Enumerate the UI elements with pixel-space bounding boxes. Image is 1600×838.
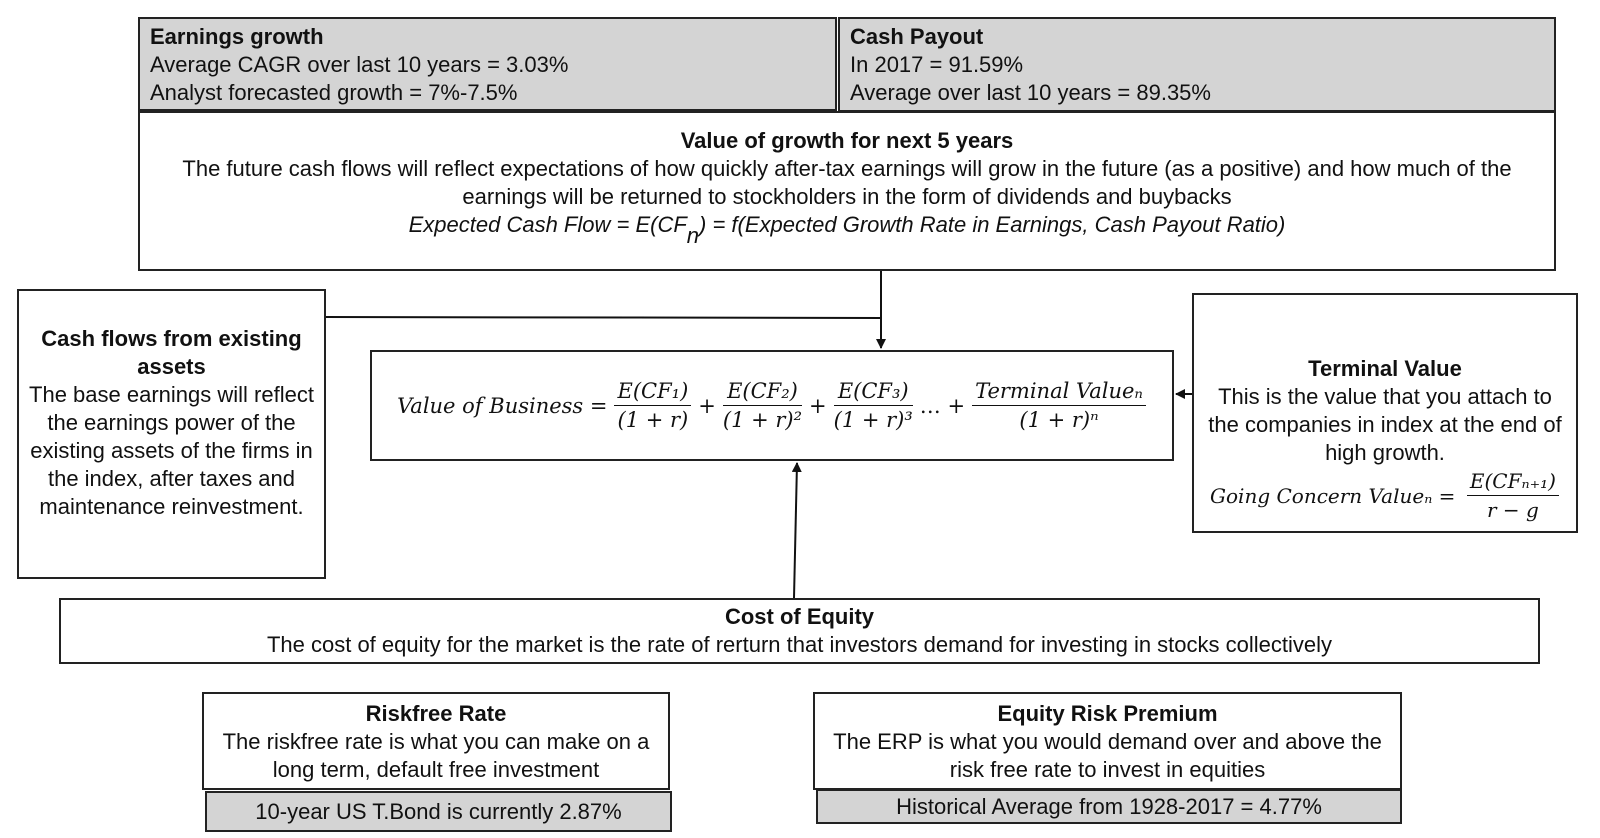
equity-risk-premium-value: Historical Average from 1928-2017 = 4.77%: [816, 789, 1402, 824]
cash-payout-2017: In 2017 = 91.59%: [850, 52, 1024, 77]
cost-of-equity-title: Cost of Equity: [724, 604, 875, 629]
terminal-value-denominator: (1 + r)ⁿ: [1019, 408, 1099, 432]
cf2-numerator: E(CF₂): [723, 379, 802, 406]
value-of-business-lhs: Value of Business =: [397, 393, 608, 418]
cf3-denominator: (1 + r)³: [833, 408, 913, 432]
equity-risk-premium-description: The ERP is what you would demand over and above the risk free rate to invest in equities: [833, 729, 1382, 782]
equity-risk-premium-title: Equity Risk Premium: [997, 701, 1218, 726]
going-concern-denominator: r − g: [1486, 498, 1539, 522]
riskfree-rate-value: 10-year US T.Bond is currently 2.87%: [205, 791, 672, 832]
cf3-numerator: E(CF₃): [834, 379, 913, 406]
riskfree-rate-description: The riskfree rate is what you can make on a long term, default free investment: [222, 729, 650, 782]
going-concern-lhs: Going Concern Valueₙ =: [1210, 483, 1456, 508]
formula-sub: n: [686, 223, 700, 249]
ellipsis-plus: … +: [919, 393, 966, 418]
cost-of-equity-to-value-arrow: [794, 463, 797, 598]
earnings-growth-forecast: Analyst forecasted growth = 7%-7.5%: [150, 80, 518, 105]
plus-sign: +: [809, 393, 827, 418]
terminal-value-title: Terminal Value: [1308, 356, 1462, 381]
earnings-growth-title: Earnings growth: [150, 24, 324, 49]
going-concern-numerator: E(CFₙ₊₁): [1467, 469, 1559, 496]
growth-value-description: The future cash flows will reflect expectations of how quickly after-tax earnings will grow in the future (as a positive) and how much of the earnings will be returned to stockholders in the form of dividends and buybacks: [182, 156, 1512, 209]
existing-assets-connector: [326, 317, 881, 318]
formula-suffix: ) = f(Expected Growth Rate in Earnings, Cash Payout Ratio): [699, 212, 1286, 237]
cf2-denominator: (1 + r)²: [722, 408, 803, 432]
riskfree-rate-title: Riskfree Rate: [365, 701, 507, 726]
growth-value-title: Value of growth for next 5 years: [680, 128, 1014, 153]
cf1-denominator: (1 + r): [617, 408, 689, 432]
formula-prefix: Expected Cash Flow = E(CF: [408, 212, 687, 237]
existing-assets-title: Cash flows from existing assets: [41, 326, 302, 379]
cash-payout-average: Average over last 10 years = 89.35%: [850, 80, 1211, 105]
earnings-growth-cagr: Average CAGR over last 10 years = 3.03%: [150, 52, 569, 77]
plus-sign: +: [698, 393, 716, 418]
cf1-numerator: E(CF₁): [614, 379, 691, 406]
terminal-value-description: This is the value that you attach to the companies in index at the end of high growth.: [1208, 384, 1562, 465]
terminal-value-numerator: Terminal Valueₙ: [972, 379, 1146, 406]
existing-assets-description: The base earnings will reflect the earnings power of the existing assets of the firms in the index, after taxes and maintenance reinvestment.: [29, 382, 314, 519]
cash-payout-title: Cash Payout: [850, 24, 984, 49]
cost-of-equity-description: The cost of equity for the market is the rate of rerturn that investors demand for investing in stocks collectively: [266, 632, 1333, 657]
